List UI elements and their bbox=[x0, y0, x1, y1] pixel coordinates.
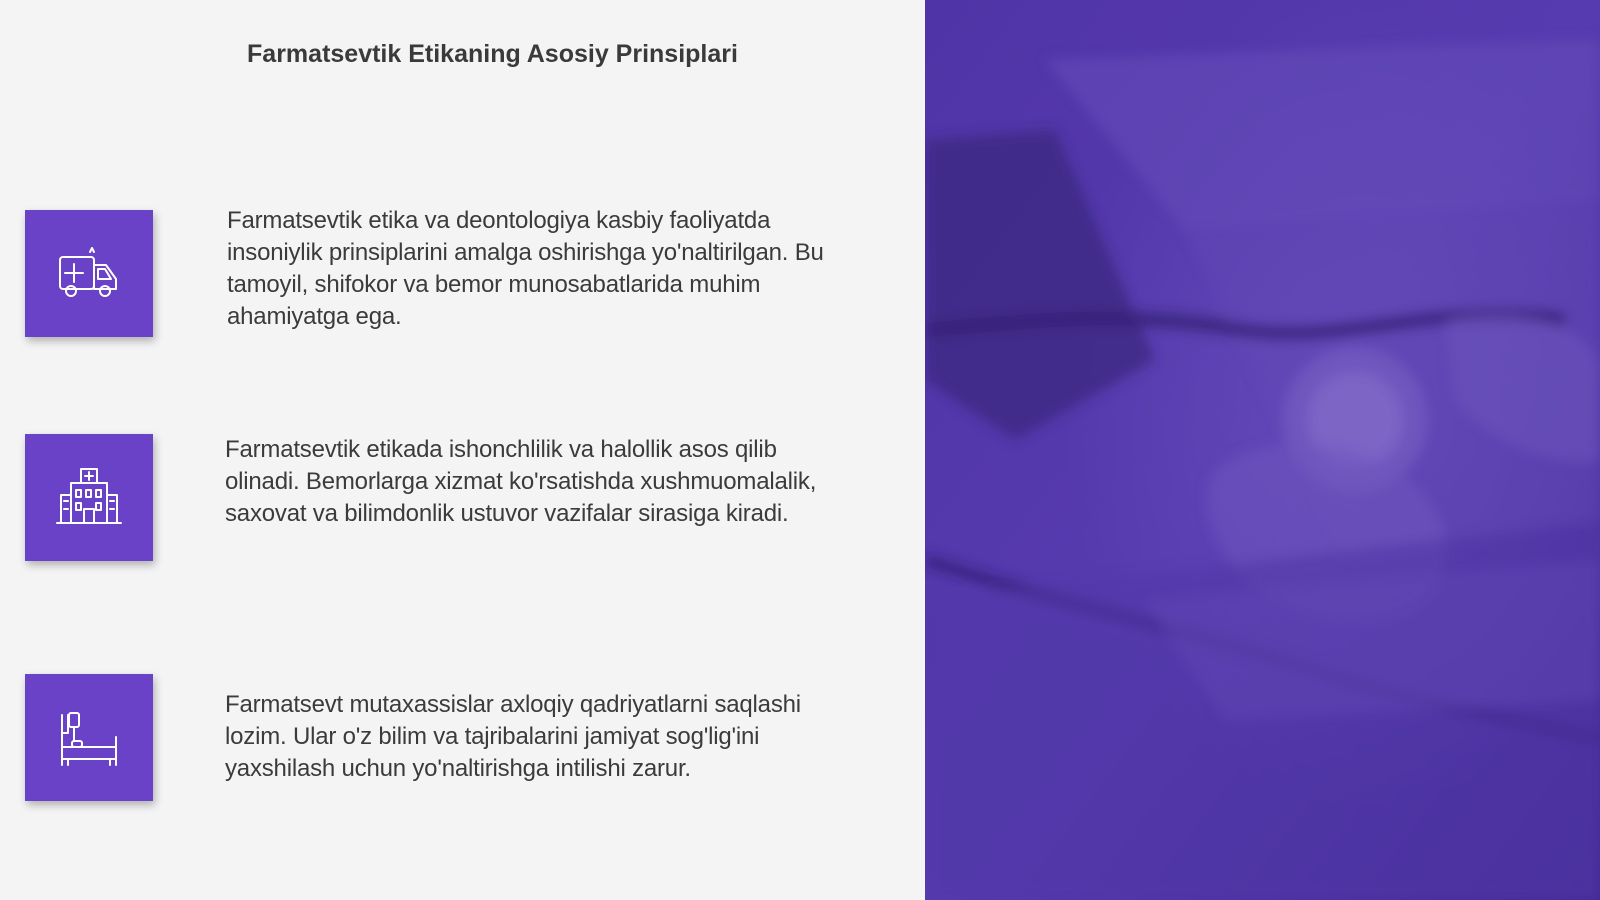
ambulance-card bbox=[25, 210, 153, 337]
slide-title: Farmatsevtik Etikaning Asosiy Prinsiplari bbox=[247, 40, 738, 68]
hospital-bed-card bbox=[25, 674, 153, 801]
hospital-icon bbox=[54, 463, 124, 533]
hospital-bed-icon bbox=[54, 703, 124, 773]
stethoscope-photo bbox=[925, 0, 1600, 900]
hospital-card bbox=[25, 434, 153, 561]
principle-text-3: Farmatsevt mutaxassislar axloqiy qadriyatlarni saqlashi lozim. Ular o'z bilim va tajribalarini jamiyat sog'lig'ini yaxshilash uchun yo'naltirishga intilishi zarur. bbox=[225, 691, 801, 782]
ambulance-icon bbox=[54, 239, 124, 309]
principle-text-2: Farmatsevtik etikada ishonchlilik va halollik asos qilib olinadi. Bemorlarga xizmat ko'rsatishda xushmuomalalik, saxovat va bilimdonlik ustuvor vazifalar sirasiga kiradi. bbox=[225, 436, 817, 527]
principle-text-1: Farmatsevtik etika va deontologiya kasbiy faoliyatda insoniylik prinsiplarini amalga oshirishga yo'naltirilgan. Bu tamoyil, shifokor va bemor munosabatlarida muhim ahamiyatga ega. bbox=[227, 207, 824, 330]
